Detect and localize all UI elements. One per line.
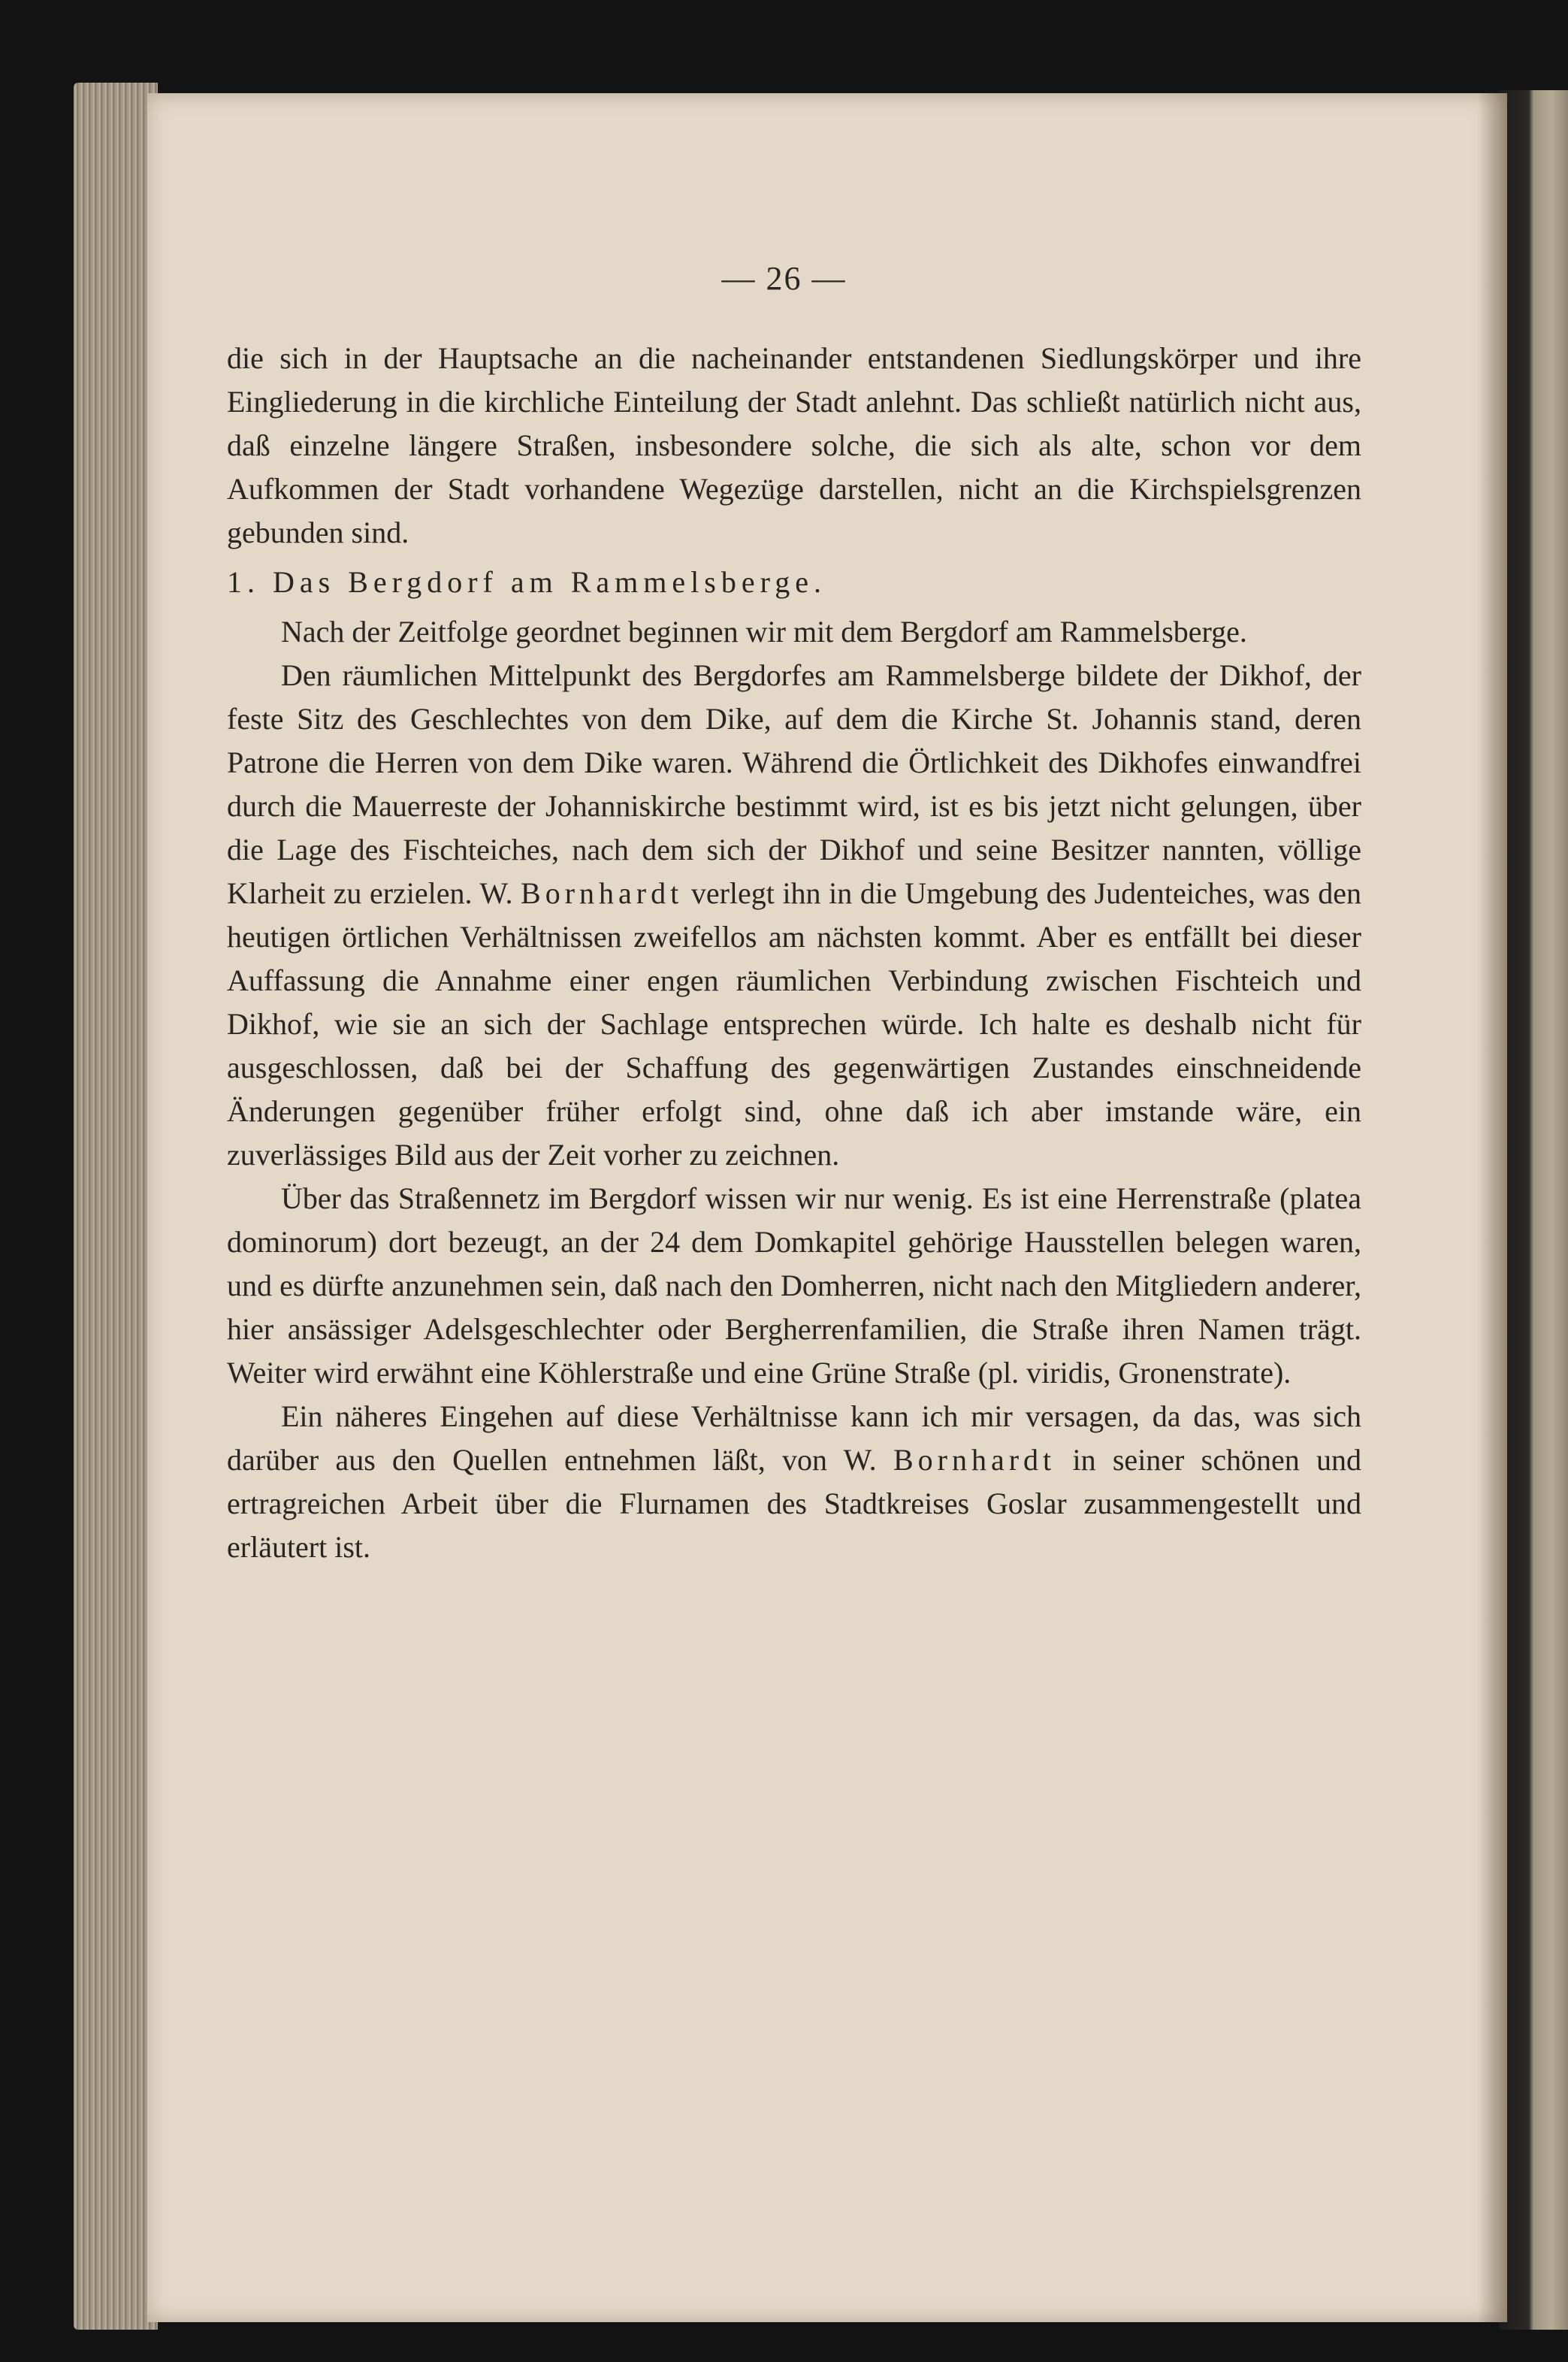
paragraph: Über das Straßennetz im Bergdorf wissen wir nur wenig. Es ist eine Herrenstraße (platea dominorum) dort bezeugt, an der 24 dem Domkapitel gehörige Hausstellen belegen waren, und es dürfte anzunehmen sein, daß nach den Domherren, nicht nach den Mitgliedern anderer, hier ansässiger Adelsgeschlechter oder Bergherrenfamilien, die Straße ihren Namen trägt. Weiter wird erwähnt eine Köhlerstraße und eine Grüne Straße (pl. viridis, Gronenstrate). [227,1181,1361,1390]
paragraph-text: Ein näheres Eingehen auf diese Verhältnisse kann ich mir versagen, da das, was sich darüber aus den Quellen entnehmen läßt, von W. [227,1399,1361,1477]
body-text [227,337,1361,1569]
facing-page-edge [1499,90,1568,2330]
paragraph-text: Den räumlichen Mittelpunkt des Bergdorfes am Rammelsberge bildete der Dikhof, der feste Sitz des Geschlechtes von dem Dike, auf dem die Kirche St. Johannis stand, deren Patrone die Herren von dem Dike waren. Während die Örtlichkeit des Dikhofes einwandfrei durch die Mauerreste der Johanniskirche bestimmt wird, ist es bis jetzt nicht gelungen, über die Lage des Fischteiches, nach dem sich der Dikhof und seine Besitzer nannten, völlige Klarheit zu erzielen. W. [227,658,1361,910]
paragraph [227,654,1361,1177]
paragraph [227,1395,1361,1569]
paragraph: Nach der Zeitfolge geordnet beginnen wir mit dem Bergdorf am Rammelsberge. [281,615,1247,649]
page-edges [74,83,158,2330]
paragraph-text: verlegt ihn in die Umgebung des Judenteiches, was den heutigen örtlichen Verhältnissen zweifellos am nächsten kommt. Aber es entfällt bei dieser Auffassung die Annahme einer engen räumlichen Verbindung zwischen Fischteich und Dikhof, wie sie an sich der Sachlage entsprechen würde. Ich halte es deshalb nicht für ausgeschlossen, daß bei der Schaffung des gegenwärtigen Zustandes einschneidende Änderungen gegenüber früher erfolgt sind, ohne daß ich aber imstande wäre, ein zuverlässiges Bild aus der Zeit vorher zu zeichnen. [227,876,1361,1172]
author-name: Bornhardt [893,1443,1056,1477]
paragraph-text: in seiner schönen und ertragreichen Arbeit über die Flurnamen des Stadtkreises Goslar zusammengestellt und erläutert ist. [227,1443,1362,1564]
page-number: — 26 — [721,260,847,297]
author-name: Bornhardt [521,876,684,910]
paragraph: die sich in der Hauptsache an die nacheinander entstandenen Siedlungskörper und ihre Eingliederung in die kirchliche Einteilung der Stadt anlehnt. Das schließt natürlich nicht aus, daß einzelne längere Straßen, insbesondere solche, die sich als alte, schon vor dem Aufkommen der Stadt vorhandene Wegezüge darstellen, nicht an die Kirchspielsgrenzen gebunden sind. [227,341,1361,549]
gutter-shadow [1477,93,1507,2322]
section-heading: 1. Das Bergdorf am Rammelsberge. [227,565,826,599]
